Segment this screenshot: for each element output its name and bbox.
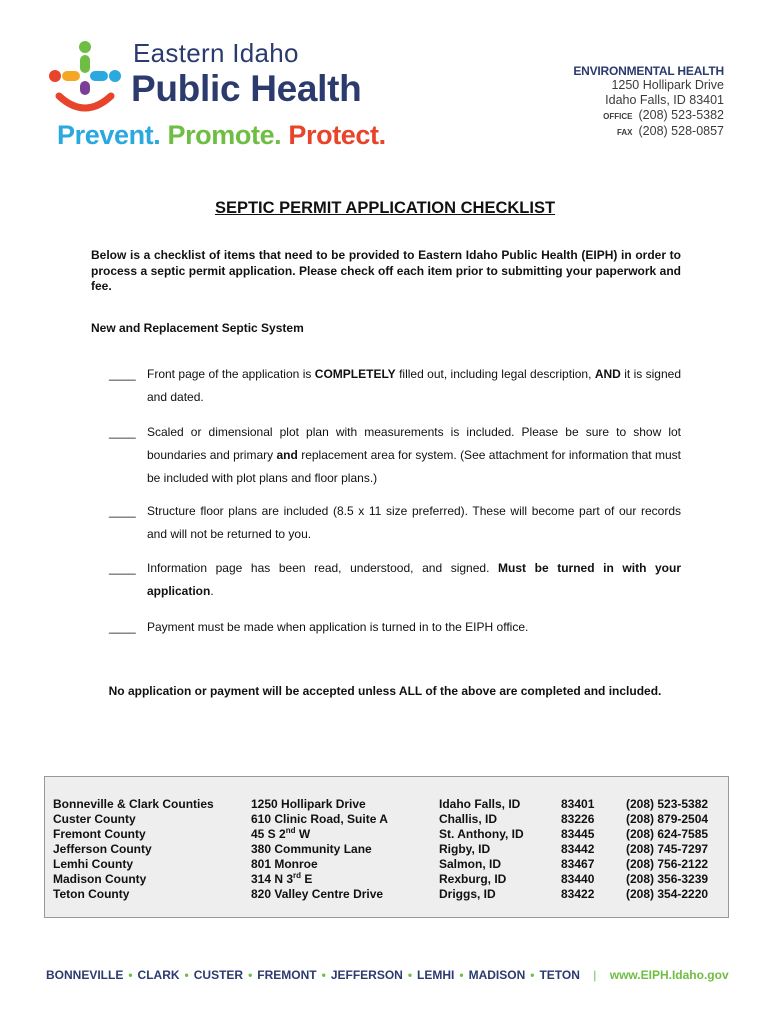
footer-county-name: LEMHI xyxy=(417,968,455,982)
address-suffix: E xyxy=(301,872,313,886)
footer-separator: | xyxy=(593,968,597,982)
checklist-item-text xyxy=(147,616,681,639)
office-phone: (208) 523-5382 xyxy=(626,797,709,811)
office-city: Salmon, ID xyxy=(439,857,502,871)
checkbox-blank[interactable]: ____ xyxy=(109,561,136,575)
office-address xyxy=(251,812,439,827)
address-ordinal: nd xyxy=(285,826,296,835)
item-text-part: Information page has been read, understood, and signed. xyxy=(147,561,499,575)
bullet-dot-icon: • xyxy=(459,968,464,982)
office-row xyxy=(53,812,726,827)
section-title: New and Replacement Septic System xyxy=(91,321,304,335)
checklist-item-text xyxy=(147,363,681,409)
address-text: 1250 Hollipark Drive xyxy=(251,797,366,811)
tagline-prevent: Prevent. xyxy=(57,120,161,150)
eiph-logo xyxy=(45,38,405,153)
checklist-item-text xyxy=(147,500,681,546)
office-phone: (208) 756-2122 xyxy=(626,857,709,871)
item-text-part: Scaled or dimensional plot plan with measurements is included. Please be sure to show lot boundaries and primary xyxy=(147,425,681,462)
office-address xyxy=(251,827,439,842)
checklist-item xyxy=(109,421,681,490)
checkbox-blank[interactable]: ____ xyxy=(109,367,136,381)
office-row xyxy=(53,797,726,812)
address-text: 820 Valley Centre Drive xyxy=(251,887,384,901)
tagline-promote: Promote. xyxy=(167,120,282,150)
footer-county-list xyxy=(46,968,580,982)
office-city: Driggs, ID xyxy=(439,887,496,901)
office-phone: (208) 354-2220 xyxy=(626,887,709,901)
page-title: SEPTIC PERMIT APPLICATION CHECKLIST xyxy=(214,199,556,217)
office-city: St. Anthony, ID xyxy=(439,827,524,841)
office-phone: (208) 356-3239 xyxy=(626,872,709,886)
office-address xyxy=(251,797,439,812)
office-row xyxy=(53,827,726,842)
office-row xyxy=(53,842,726,857)
item-text-part: it is signed and dated. xyxy=(147,367,682,404)
office-row xyxy=(53,857,726,872)
office-phone: (208) 879-2504 xyxy=(626,812,709,826)
item-text-part: replacement area for system. (See attachment for information that must be included with plot plans and floor plans.) xyxy=(147,448,681,485)
item-text-emphasis: Must be turned in with your application xyxy=(147,561,681,598)
item-text-part: filled out, including legal description, xyxy=(395,367,595,381)
bullet-dot-icon: • xyxy=(321,968,326,982)
office-address xyxy=(251,857,439,872)
office-address xyxy=(251,887,439,902)
bullet-dot-icon: • xyxy=(248,968,253,982)
bullet-dot-icon: • xyxy=(530,968,535,982)
org-name-line2: Public Health xyxy=(131,68,362,109)
office-county: Bonneville & Clark Counties xyxy=(53,797,214,811)
item-text-emphasis: and xyxy=(276,448,298,462)
item-text-part: Payment must be made when application is turned in to the EIPH office. xyxy=(147,620,529,634)
address-text: 45 S 2 xyxy=(251,827,286,841)
address-suffix: W xyxy=(295,827,311,841)
item-text-part: Front page of the application is xyxy=(147,367,315,381)
office-phone: (208) 745-7297 xyxy=(626,842,709,856)
address-text: 610 Clinic Road, Suite A xyxy=(251,812,388,826)
checkbox-blank[interactable]: ____ xyxy=(109,425,136,439)
website-link[interactable]: www.EIPH.Idaho.gov xyxy=(609,968,729,982)
office-phone: (208) 523-5382 xyxy=(638,108,724,122)
office-county: Custer County xyxy=(53,812,136,826)
checklist-item xyxy=(109,363,681,409)
footer-county-name: JEFFERSON xyxy=(330,968,403,982)
office-phone-line xyxy=(573,108,724,124)
address-text: 314 N 3 xyxy=(251,872,294,886)
office-county: Lemhi County xyxy=(53,857,133,871)
office-zip: 83401 xyxy=(561,797,595,811)
checklist-item-text xyxy=(147,421,681,490)
office-row xyxy=(53,887,726,902)
bullet-dot-icon: • xyxy=(184,968,189,982)
checklist-item-text xyxy=(147,557,681,603)
office-city: Challis, ID xyxy=(439,812,498,826)
fax-line xyxy=(573,124,724,140)
office-county: Teton County xyxy=(53,887,130,901)
footer-county-name: CLARK xyxy=(137,968,180,982)
checklist-item xyxy=(109,557,681,603)
address-text: 380 Community Lane xyxy=(251,842,372,856)
footer-county-name: MADISON xyxy=(468,968,526,982)
footer-county-name: BONNEVILLE xyxy=(46,968,124,982)
office-zip: 83422 xyxy=(561,887,595,901)
bullet-dot-icon: • xyxy=(128,968,133,982)
office-county: Jefferson County xyxy=(53,842,152,856)
tagline xyxy=(57,120,386,151)
office-zip: 83467 xyxy=(561,857,595,871)
address-text: 801 Monroe xyxy=(251,857,318,871)
item-text-part: . xyxy=(210,584,214,598)
office-address xyxy=(251,842,439,857)
item-text-emphasis: COMPLETELY xyxy=(314,367,396,381)
office-zip: 83445 xyxy=(561,827,595,841)
office-phone: (208) 624-7585 xyxy=(626,827,709,841)
checklist-item xyxy=(109,616,681,639)
department-name: ENVIRONMENTAL HEALTH xyxy=(573,64,724,78)
county-offices-box xyxy=(44,776,729,918)
office-county: Fremont County xyxy=(53,827,146,841)
item-text-part: Structure floor plans are included (8.5 x 11 size preferred). These will become part of our records and will not be returned to you. xyxy=(147,504,681,541)
contact-block xyxy=(573,64,724,140)
bullet-dot-icon: • xyxy=(407,968,413,982)
office-zip: 83226 xyxy=(561,812,595,826)
office-row xyxy=(53,872,726,887)
org-name-line1: Eastern Idaho xyxy=(133,38,299,68)
fax-label: FAX xyxy=(616,128,633,137)
office-zip: 83442 xyxy=(561,842,595,856)
office-zip: 83440 xyxy=(561,872,595,886)
office-city: Idaho Falls, ID xyxy=(439,797,521,811)
checklist-item xyxy=(109,500,681,546)
tagline-protect: Protect. xyxy=(288,120,386,150)
office-county: Madison County xyxy=(53,872,147,886)
footer-county-name: FREMONT xyxy=(257,968,317,982)
office-city: Rexburg, ID xyxy=(439,872,507,886)
intro-paragraph: Below is a checklist of items that need to be provided to Eastern Idaho Public Health (EIPH) in order to process a septic permit application. Please check off each item prior to submitting your paperwork and fee. xyxy=(91,248,681,293)
footer-bar xyxy=(46,968,729,982)
address-line1: 1250 Hollipark Drive xyxy=(611,78,724,92)
address-line2: Idaho Falls, ID 83401 xyxy=(605,93,724,107)
footer-county-name: CUSTER xyxy=(193,968,244,982)
submission-notice: No application or payment will be accepted unless ALL of the above are completed and included. xyxy=(108,684,662,698)
office-city: Rigby, ID xyxy=(439,842,491,856)
checkbox-blank[interactable]: ____ xyxy=(109,620,136,634)
address-ordinal: rd xyxy=(293,871,302,880)
checkbox-blank[interactable]: ____ xyxy=(109,504,136,518)
footer-county-name: TETON xyxy=(539,968,580,982)
eiph-logo-mark-icon xyxy=(45,38,125,118)
fax-phone: (208) 528-0857 xyxy=(638,124,724,138)
county-offices-table xyxy=(53,797,726,902)
office-address xyxy=(251,872,439,887)
office-label: OFFICE xyxy=(603,112,633,121)
item-text-emphasis: AND xyxy=(594,367,621,381)
